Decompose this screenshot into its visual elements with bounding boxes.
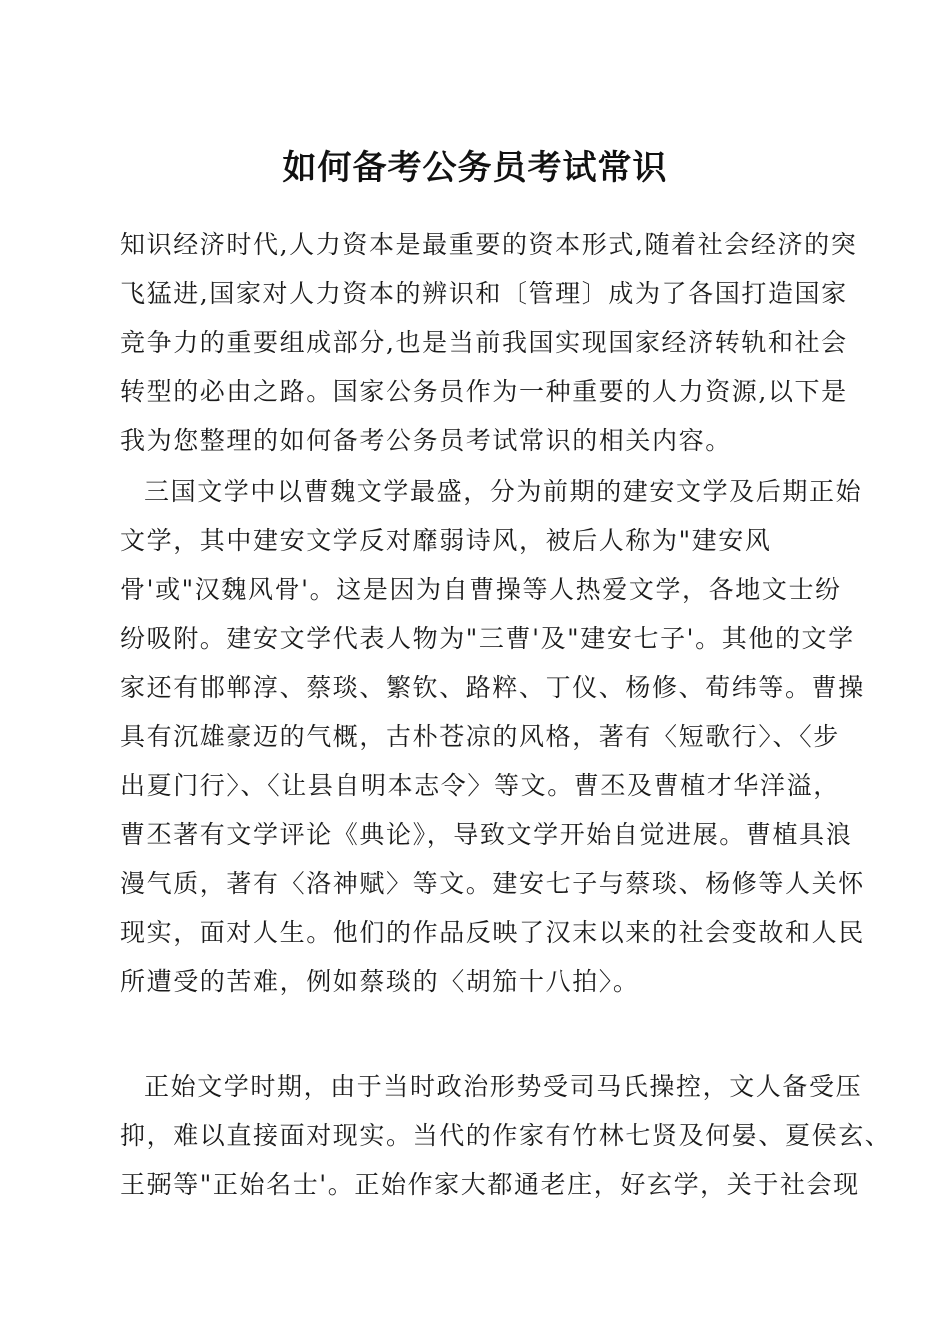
paragraph-2-line-2: 文学，其中建安文学反对靡弱诗风，被后人称为"建安风 (120, 526, 772, 555)
paragraph-2-line-7: 出夏门行〉、〈让县自明本志令〉等文。曹丕及曹植才华洋溢， (120, 771, 840, 800)
paragraph-1-line-5: 我为您整理的如何备考公务员考试常识的相关内容。 (120, 426, 732, 455)
paragraph-1-line-3: 竞争力的重要组成部分,也是当前我国实现国家经济转轨和社会 (120, 328, 848, 357)
paragraph-2-line-4: 纷吸附。建安文学代表人物为"三曹'及"建安七子'。其他的文学 (120, 624, 855, 653)
paragraph-1-line-4: 转型的必由之路。国家公务员作为一种重要的人力资源,以下是 (120, 377, 848, 406)
paragraph-2-line-11: 所遭受的苦难，例如蔡琰的〈胡笳十八拍〉。 (120, 967, 640, 996)
paragraph-2-line-9: 漫气质，著有〈洛神赋〉等文。建安七子与蔡琰、杨修等人关怀 (120, 869, 865, 898)
paragraph-3-line-1: 正始文学时期，由于当时政治形势受司马氏操控，文人备受压 (144, 1072, 863, 1101)
paragraph-2-line-5: 家还有邯郸淳、蔡琰、繁钦、路粹、丁仪、杨修、荀纬等。曹操 (120, 673, 865, 702)
paragraph-1-line-2: 飞猛进,国家对人力资本的辨识和〔管理〕成为了各国打造国家 (120, 279, 848, 308)
paragraph-1-line-1: 知识经济时代,人力资本是最重要的资本形式,随着社会经济的突 (120, 230, 858, 259)
paragraph-3-line-2: 抑，难以直接面对现实。当代的作家有竹林七贤及何晏、夏侯玄、 (120, 1121, 892, 1150)
paragraph-2-line-3: 骨'或"汉魏风骨'。这是因为自曹操等人热爱文学，各地文士纷 (120, 575, 842, 604)
paragraph-2-line-1: 三国文学中以曹魏文学最盛，分为前期的建安文学及后期正始 (144, 477, 863, 506)
document-title: 如何备考公务员考试常识 (282, 148, 668, 188)
paragraph-2-line-6: 具有沉雄豪迈的气概，古朴苍凉的风格，著有〈短歌行〉、〈步 (120, 722, 840, 751)
paragraph-2-line-10: 现实，面对人生。他们的作品反映了汉末以来的社会变故和人民 (120, 918, 865, 947)
paragraph-2-line-8: 曹丕著有文学评论《典论》，导致文学开始自觉进展。曹植具浪 (120, 820, 853, 849)
paragraph-3-line-3: 王弼等"正始名士'。正始作家大都通老庄，好玄学，关于社会现 (120, 1170, 860, 1199)
